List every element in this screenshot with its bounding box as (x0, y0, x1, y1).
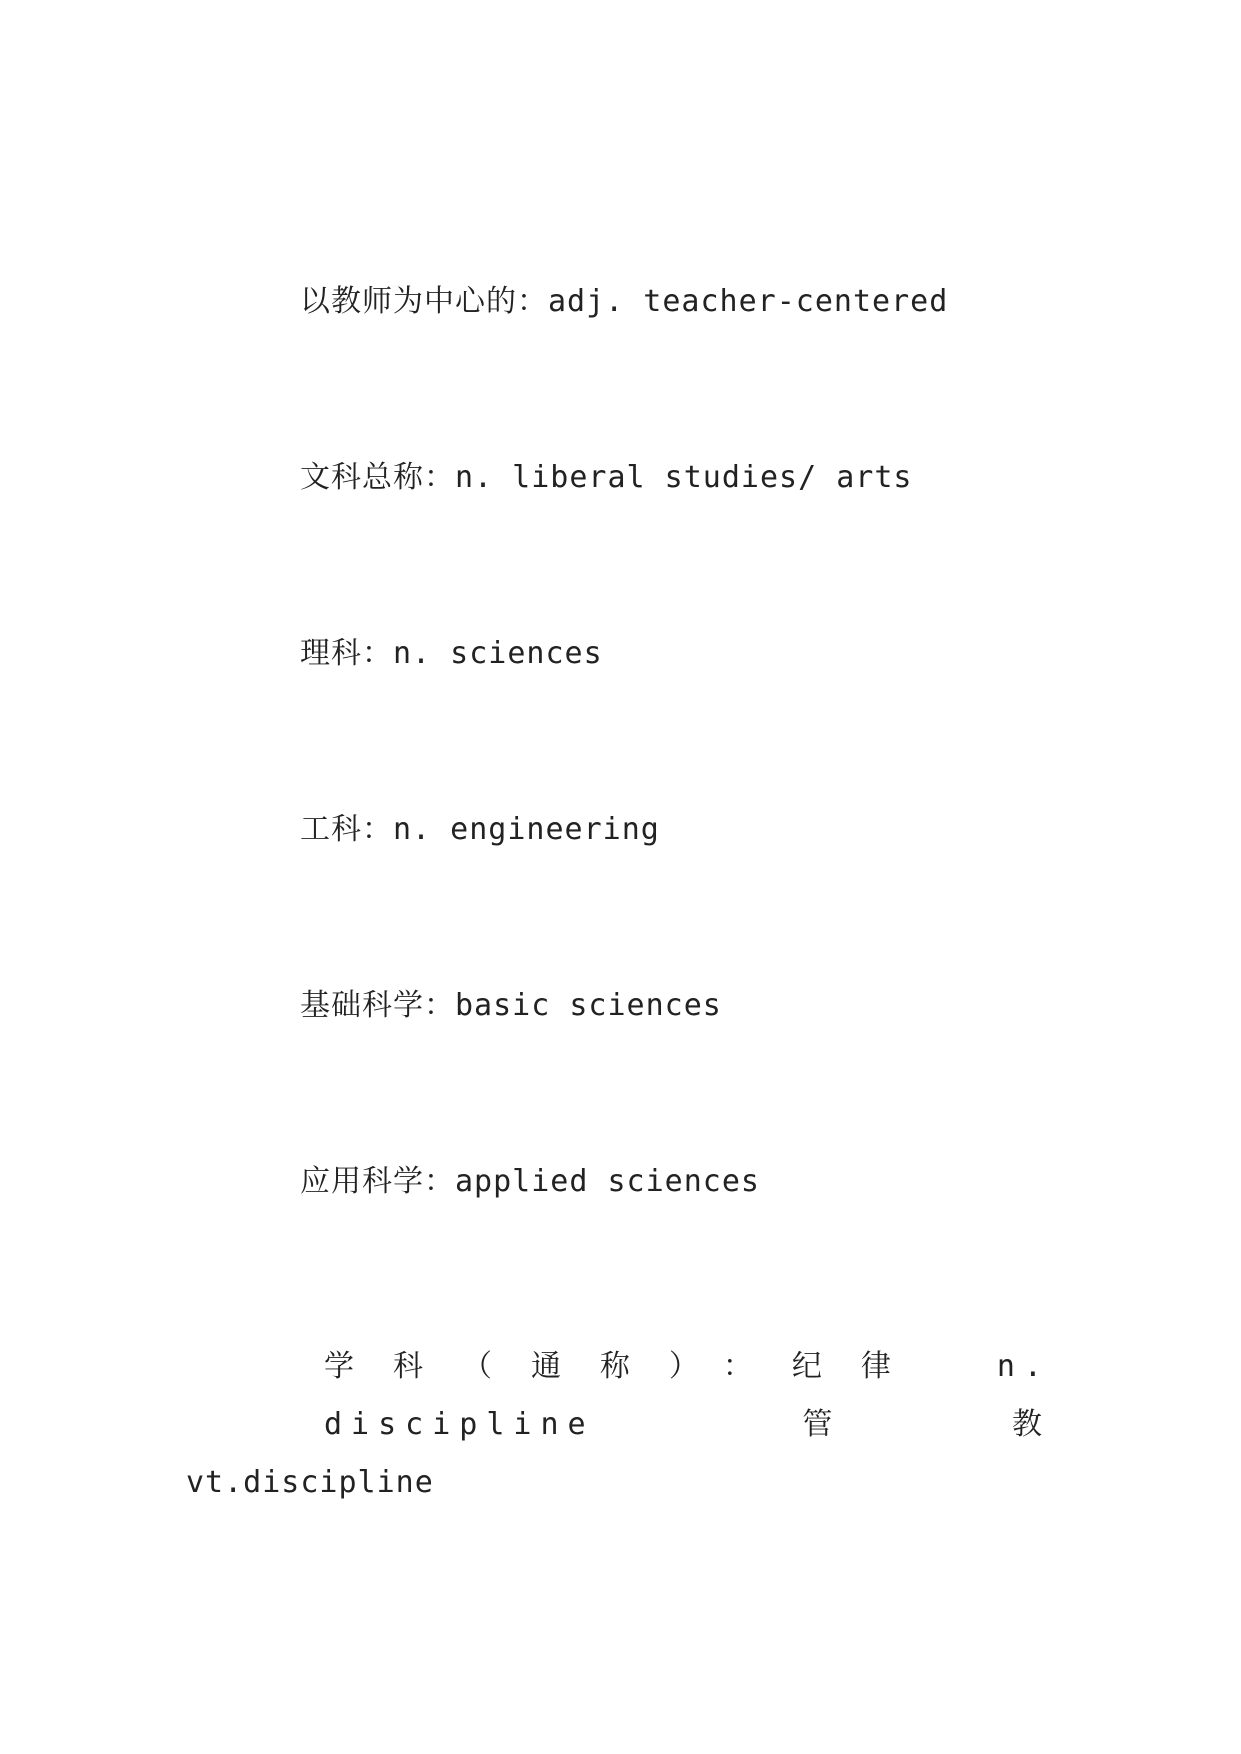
glossary-entry-discipline (186, 1338, 1051, 1512)
glossary-entry-discipline-line2: vt.discipline (186, 1465, 434, 1500)
glossary-entry-sciences: 理科：n. sciences (300, 636, 603, 671)
glossary-entry-discipline-line1: 学科（通称）：纪律 n. discipline 管教 (324, 1349, 1051, 1442)
glossary-entry-teacher-centered: 以教师为中心的：adj. teacher-centered (300, 284, 949, 319)
glossary-entry-basic-sciences: 基础科学：basic sciences (300, 988, 722, 1023)
glossary-entry-liberal-arts: 文科总称：n. liberal studies/ arts (300, 460, 913, 495)
glossary-entry-applied-sciences: 应用科学：applied sciences (300, 1164, 760, 1199)
glossary-entry-engineering: 工科：n. engineering (300, 812, 660, 847)
